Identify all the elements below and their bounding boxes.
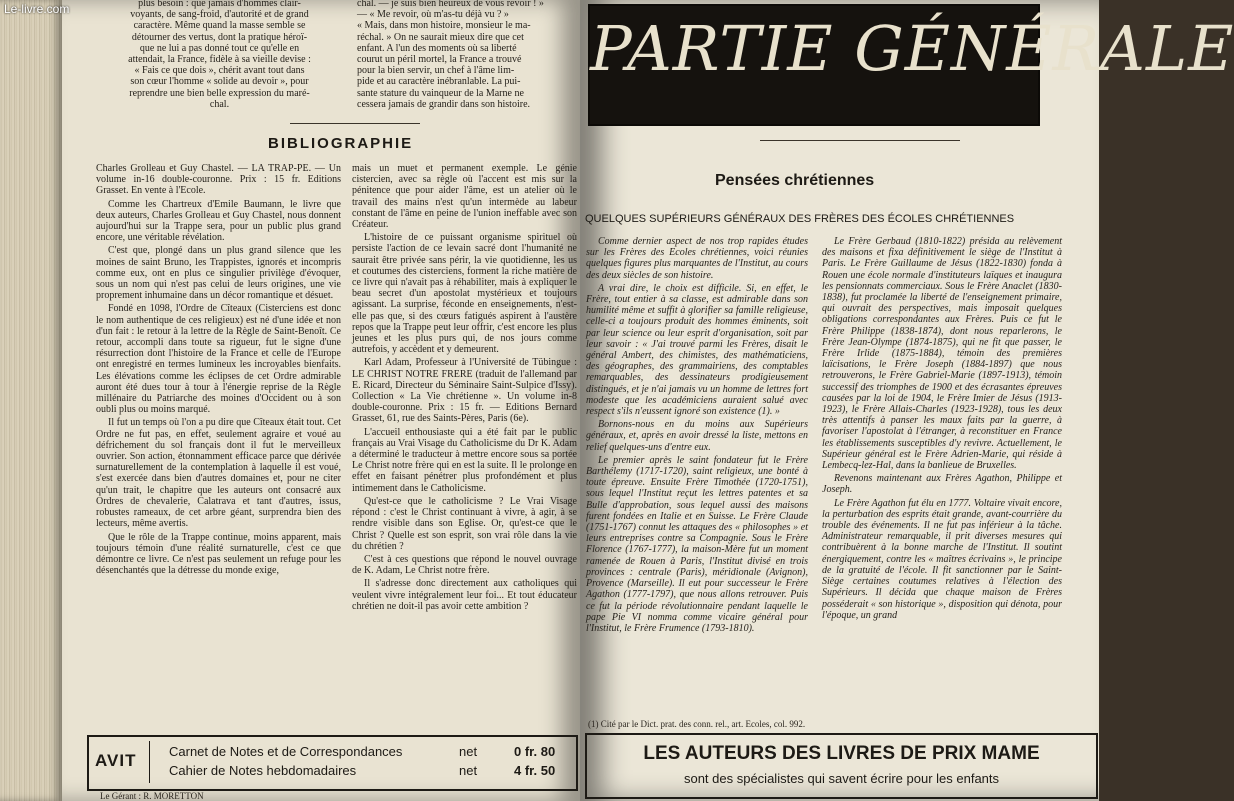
ad-price-2: 4 fr. 50 (514, 763, 556, 778)
text-line: cessera jamais de grandir dans son histoire. (357, 98, 531, 110)
paragraph: L'histoire de ce puissant organisme spirituel où persiste l'action de ce levain sacré dont l'humanité ne saurait être privée sans périr, la vie quotidienne, les us et coutumes des cisterciens, forment la riche matière de ce livre qui n'avait pas à réhabiliter, mais à expliquer le beau secret d'un apostolat mystérieux et toujours agissant. La surprise, féconde en enseignements, n'est-elle pas que, si des cœurs fatigués aspirent à l'austère repos que la Trappe peut leur offrir, c'est encore les plus jeunes et les plus purs qui, de nos jours comme autrefois, y accèdent et y demeurent. (352, 232, 577, 356)
text-line: « Fais ce que dois », chérit avant tout dans (134, 65, 305, 77)
ad-price-1: 0 fr. 80 (514, 744, 556, 759)
text-line: son cœur l'homme « solide au devoir », pour (130, 76, 309, 88)
paragraph: Il fut un temps où l'on a pu dire que Cîteaux était tout. Cet Ordre ne fut pas, en effet, seulement agraire et voué au défrichement du sol français dont il fut le merveilleux ouvrier. Son action, étonnamment efficace parce que dérivée surnaturellement de la contemplation à laquelle il est voué, s'est exercée dans bien d'autres domaines et, pour ne citer qu'un trait, le chapitre que les auteurs ont consacré aux Ordres de chevalerie, Calatrava et tant d'autres, issus, robustes rameaux, de cet arbre géant, surprendra bien des lecteurs, même avertis. (96, 417, 341, 530)
text-line: que ne lui a pas donné tout ce qu'elle en (139, 42, 300, 54)
text-line: réchal. » On ne saurait mieux dire que cet (357, 31, 524, 43)
text-line: plus besoin : que jamais d'hommes clair- (138, 0, 301, 9)
text-line: pide et au caractère inébranlable. La pui- (357, 76, 521, 88)
text-line: reprendre une bien belle expression du maré- (129, 87, 310, 99)
banner-title: PARTIE GÉNÉRALE (590, 12, 1234, 85)
paragraph: Bornons-nous en du moins aux Supérieurs généraux, et, après en avoir dressé la liste, mettons en relief quelques-uns d'entre eux. (586, 419, 808, 453)
text-line: voyants, de sang-froid, d'autorité et de grand (130, 9, 309, 21)
watermark: Le-livre.com (4, 2, 70, 16)
left-col2-text (352, 163, 577, 614)
paragraph: Que le rôle de la Trappe continue, moins apparent, mais toujours témoin d'une réalité surnaturelle, c'est ce que démontre ce livre. Ce n'est pas seulement un refuge pour les désenchantés que la détresse du monde exige, (96, 531, 341, 577)
paragraph: Il s'adresse donc directement aux catholiques qui veulent vivre intégralement leur foi... Et tout éducateur chrétien ne doit-il pas avoir cette ambition ? (352, 578, 577, 612)
text-line: caractère. Même quand la masse semble se (133, 20, 306, 32)
text-line: — « Me revoir, où m'as-tu déjà vu ? » (357, 9, 509, 21)
right-col1-text (586, 236, 808, 636)
text-line: chal. — je suis bien heureux de vous revoir ! » (357, 0, 544, 9)
paragraph: A vrai dire, le choix est difficile. Si, en effet, le Frère, tout entier à sa classe, est admirable dans son humilité même et suffit à glorifier sa famille religieuse, celle-ci a toujours produit des hommes éminents, soit par leur science ou leur esprit d'organisation, soit par leur savoir : « J'ai trouvé parmi les Frères, disait le général Ambert, des chimistes, des mathématiciens, des géographes, des grammairiens, des comptables remarquables, des dessinateurs prodigieusement distingués, et je n'ai jamais vu un homme de lettres fort modeste que les académiciens auraient salué avec respect s'ils n'eussent ignoré son existence (1). » (586, 282, 808, 418)
paragraph: Le Frère Agathon fut élu en 1777. Voltaire vivait encore, la perturbation des esprits était grande, avant-courrière du trouble des événements. Il ne fut pas inférieur à la tâche. Administrateur remarquable, il prit diverses mesures qui contribuèrent à la bonne marche de l'Institut. Il soutint énergiquement, contre les « maîtres écrivains », le principe de la gratuité de l'école. Il fit sanctionner par le Saint-Siège certaines coutumes relatives à l'élection des Supérieurs. Il décida que chaque maison de Frères posséderait « son historique », disposition qui dénota, pour l'époque, un grand (822, 497, 1062, 621)
text-line: « Mais, dans mon histoire, monsieur le ma- (357, 20, 531, 32)
paragraph: Charles Grolleau et Guy Chastel. — LA TRAP-PE. — Un volume in-16 double-couronne. Prix : 15 fr. Editions Grasset. En vente à l'Ecole. (96, 163, 341, 197)
paragraph: Le Frère Gerbaud (1810-1822) présida au relèvement des maisons et fixa définitivement le siège de l'Institut à Paris. Le Frère Guillaume de Jésus (1822-1830) fonda à Rouen une école normale d'instituteurs laïques et inaugura les pensionnats commerciaux. Sous le Frère Anaclet (1830-1838), fut proclamée la liberté de l'enseignement primaire, qui ouvrait des perspectives, mais imposait quelques obligations correspondantes aux Frères. Puis ce fut le Frère Philippe (1838-1874), dont nous reparlerons, le Frère Jean-Olympe (1874-1875), qui ne fit que passer, le Frère Irlide (1875-1884), témoin des premières laïcisations, le Frère Joseph (1884-1897) que nous retrouverons, le Frère Gabriel-Marie (1897-1913), témoin successif des triomphes de 1900 et des écrasantes épreuves causées par la loi de 1904, le Frère Imier de Jésus (1913-1923), le Frère Allais-Charles (1923-1928), tous les deux très attentifs à panser les maux faits par la guerre, à favoriser l'apostolat à l'étranger, à reconstituer en France les établissements susceptibles d'y revivre. Actuellement, le Supérieur général est le Frère Adrien-Marie, qui réside à Lembecq-lez-Hal, dans la banlieue de Bruxelles. (822, 236, 1062, 472)
mame-ad-tagline: sont des spécialistes qui savent écrire pour les enfants (683, 771, 1000, 786)
text-line: sante stature du vainqueur de la Marne ne (357, 87, 524, 99)
ad-line-2: Cahier de Notes hebdomadaires (169, 763, 357, 778)
left-col1-top-text (98, 0, 341, 110)
footnote: (1) Cité par le Dict. prat. des conn. rel., art. Ecoles, col. 992. (588, 719, 806, 729)
paragraph: Le premier après le saint fondateur fut le Frère Barthélemy (1717-1720), saint religieux, une bonté à toute épreuve. Ensuite Frère Timothée (1720-1751), sous lequel l'Institut reçut les lettres patentes et sa Bulle d'approbation, sous lequel aussi des maisons furent fondées en Italie et en Suisse. Le Frère Claude (1751-1767) connut les attaques des « philosophes » et leurs entreprises contre sa Compagnie. Sous le Frère Florence (1767-1777), la maison-Mère fut un moment ramenée de Rouen à Paris, l'Institut divisé en trois provinces : centrale (Paris), méridionale (Avignon), Provence (Marseille). Il eut pour successeur le Frère Agathon (1777-1797), que nous allons retrouver. Puis ce fut la période révolutionnaire pendant laquelle le pape Pie VI nomma comme vicaire général pour l'Institut, le Frère Frumence (1793-1810). (586, 454, 808, 634)
paragraph: Fondé en 1098, l'Ordre de Cîteaux (Cisterciens est donc le nom authentique de ces religieux) est né d'une idée et non d'un fait : le retour à la lettre de la Règle de Saint-Benoît. Ce retour, accompli dans toute sa rigueur, fut le signe d'une résurrection dont l'histoire de la France et celle de l'Europe ont enregistré en termes lumineux les incroyables bienfaits. Les élévations comme les éclipses de cet Ordre admirable auront été dues tour à tour à l'énergie reprise de la Règle millénaire du Patriarche des moines d'Occident ou à son oubli plus ou moins marqué. (96, 303, 341, 416)
paragraph: Comme dernier aspect de nos trop rapides études sur les Frères des Ecoles chrétiennes, voici réunies quelques figures plus marquantes de l'Institut, au cours des deux siècles de son histoire. (586, 236, 808, 281)
paragraph: Revenons maintenant aux Frères Agathon, Philippe et Joseph. (822, 473, 1062, 496)
section-divider (290, 123, 420, 124)
right-col2-text (822, 236, 1062, 623)
page-edges (0, 0, 62, 801)
carnet-ad-box (87, 735, 578, 791)
left-col2-top-text (357, 0, 577, 110)
paragraph: L'accueil enthousiaste qui a été fait par le public français au Vrai Visage du Catholicisme du Dr K. Adam a déterminé le traducteur à mettre encore sous sa portée Le Christ notre frère qui en est la suite. Il le prolonge en effet en faisant pénétrer plus profondément et plus intimement dans le Catholicisme. (352, 426, 577, 494)
text-line: attendait, la France, fidèle à sa vieille devise : (128, 54, 311, 66)
ad-net-2: net (459, 763, 478, 778)
text-line: courut un péril mortel, la France a trouvé (357, 54, 522, 66)
ad-label: AVIT (95, 751, 137, 770)
ad-line-1: Carnet de Notes et de Correspondances (169, 744, 403, 759)
ad-divider (149, 741, 150, 783)
section-title: Pensées chrétiennes (715, 172, 875, 189)
ad-net-1: net (459, 744, 478, 759)
bibliographie-title: BIBLIOGRAPHIE (268, 135, 414, 152)
paragraph: mais un muet et permanent exemple. Le génie cistercien, avec sa règle où l'accent est mis sur la pénitence que pour aider l'âme, est un atelier où le travail des mains n'est qu'un intermède au labeur constant de l'âme en peine de l'union ineffable avec son Créateur. (352, 163, 577, 231)
paragraph: C'est que, plongé dans un plus grand silence que les moines de saint Bruno, les Trappistes, ignorés et incompris comme eux, ont en plus ce singulier privilège d'évoquer, sous un nom qui n'est pas celui de leurs origines, une vie proprement inhumaine dans un décor romantique et désuet. (96, 245, 341, 302)
paragraph: Qu'est-ce que le catholicisme ? Le Vrai Visage répond : c'est le Christ continuant à vivre, à agir, à se rendre visible dans son Eglise. Or, qu'est-ce que le Christ ? Quelle est son esprit, son vrai rôle dans la vie du chrétien ? (352, 495, 577, 552)
mame-ad-box (585, 733, 1098, 799)
text-line: pour la bien servir, un chef à l'âme lim- (357, 65, 515, 77)
text-line: détourner des vertus, dont la pratique héroï- (131, 31, 308, 43)
mame-ad-headline: LES AUTEURS DES LIVRES DE PRIX MAME (643, 743, 1040, 764)
left-col1-text (96, 163, 341, 578)
paragraph: Comme les Chartreux d'Emile Baumann, le livre que deux auteurs, Charles Grolleau et Guy Chastel, nous donnent aujourd'hui sur la Trappe sera, pour un public plus grand encore, une véritable révélation. (96, 198, 341, 244)
text-line: chal. (209, 98, 230, 110)
paragraph: C'est à ces questions que répond le nouvel ouvrage de K. Adam, Le Christ notre frère. (352, 553, 577, 577)
printer-footer: Le Gérant : R. MORETTON (100, 791, 204, 801)
partie-generale-banner (588, 4, 1234, 126)
text-line: enfant. A l'un des moments où sa liberté (357, 42, 517, 54)
title-rule (760, 140, 960, 141)
paragraph: Karl Adam, Professeur à l'Université de Tübingue : LE CHRIST NOTRE FRERE (traduit de l'allemand par E. Ricard, Directeur du Séminaire Saint-Sulpice d'Issy). Collection « La Vie chrétienne ». Un volume in-8 double-couronne. Prix : 15 fr. — Editions Bernard Grasset, 61, rue des Saints-Pères, Paris (6e). (352, 357, 577, 425)
section-subtitle: QUELQUES SUPÉRIEURS GÉNÉRAUX DES FRÈRES DES ÉCOLES CHRÉTIENNES (585, 213, 1015, 225)
